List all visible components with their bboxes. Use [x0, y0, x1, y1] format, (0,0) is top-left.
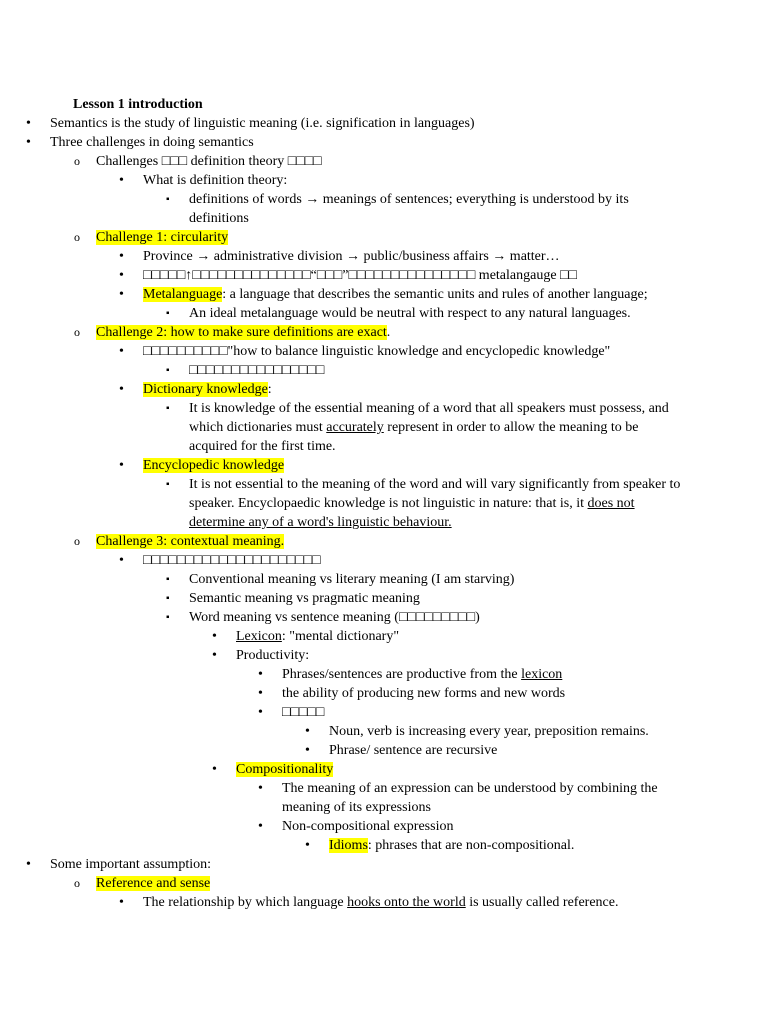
heading-challenge-2: [96, 323, 390, 342]
list-item: □□□□□: [282, 705, 325, 720]
text-run: : phrases that are non-compositional.: [367, 838, 575, 853]
term-idioms: Idioms: [329, 838, 368, 853]
list-item: □□□□□□□□□□"how to balance linguistic knowledge and encyclopedic knowledge": [143, 344, 611, 359]
bullet-disc: •: [305, 838, 310, 853]
list-item-continuation: definitions: [189, 211, 249, 226]
list-item: What is definition theory:: [143, 173, 288, 188]
list-item: Word meaning vs sentence meaning (□□□□□□□□□): [189, 610, 480, 625]
bullet-disc: •: [119, 553, 124, 568]
list-item: It is knowledge of the essential meaning of a word that all speakers must possess, and: [189, 401, 669, 416]
list-item: The meaning of an expression can be understood by combining the: [282, 781, 658, 796]
bullet-circle: o: [74, 325, 80, 339]
list-item: □□□□□□□□□□□□□□□□□□□□□: [143, 553, 321, 568]
bullet-disc: •: [305, 724, 310, 739]
bullet-square: ▪: [166, 194, 170, 205]
text-run: represent in order to allow the meaning to be: [383, 420, 639, 435]
bullet-circle: o: [74, 876, 80, 890]
bullet-disc: •: [119, 382, 124, 397]
list-item: Some important assumption:: [50, 857, 211, 872]
list-item: Phrase/ sentence are recursive: [329, 743, 498, 758]
list-item: [329, 836, 574, 855]
list-item: Province → administrative division → public/business affairs → matter…: [143, 249, 560, 264]
bullet-disc: •: [212, 762, 217, 777]
list-item: □□□□□□□□□□□□□□□□: [189, 363, 325, 378]
list-item-continuation: [189, 418, 638, 437]
definition-text: : a language that describes the semantic units and rules of another language;: [222, 287, 648, 302]
bullet-disc: •: [119, 895, 124, 910]
list-item: Non-compositional expression: [282, 819, 454, 834]
bullet-disc: •: [258, 686, 263, 701]
bullet-circle: o: [74, 230, 80, 244]
bullet-disc: •: [26, 857, 31, 872]
term-lexicon: Lexicon: [236, 629, 282, 644]
list-item: Semantic meaning vs pragmatic meaning: [189, 591, 420, 606]
bullet-disc: •: [212, 629, 217, 644]
underlined-text: determine any of a word's linguistic behaviour.: [189, 515, 452, 530]
bullet-circle: o: [74, 154, 80, 168]
bullet-square: ▪: [166, 479, 170, 490]
list-item-continuation: acquired for the first time.: [189, 439, 336, 454]
bullet-disc: •: [119, 268, 124, 283]
bullet-disc: •: [258, 667, 263, 682]
bullet-disc: •: [26, 135, 31, 150]
list-item: Three challenges in doing semantics: [50, 135, 254, 150]
bullet-disc: •: [119, 458, 124, 473]
period: .: [386, 325, 391, 340]
highlight: Reference and sense: [96, 876, 211, 891]
list-item-continuation: meaning of its expressions: [282, 800, 431, 815]
list-item: [143, 893, 618, 912]
bullet-square: ▪: [166, 365, 170, 376]
bullet-disc: •: [212, 648, 217, 663]
text-run: : "mental dictionary": [281, 629, 400, 644]
list-item: [236, 627, 399, 646]
bullet-disc: •: [119, 344, 124, 359]
bullet-disc: •: [305, 743, 310, 758]
text-run: The relationship by which language: [143, 895, 348, 910]
list-item: Semantics is the study of linguistic meaning (i.e. signification in languages): [50, 116, 475, 131]
list-item: □□□□□↑□□□□□□□□□□□□□□“□□□”□□□□□□□□□□□□□□□ metalangauge □□: [143, 268, 577, 283]
highlight: Challenge 1: circularity: [96, 230, 229, 245]
bullet-disc: •: [258, 819, 263, 834]
list-item: Productivity:: [236, 648, 310, 663]
bullet-disc: •: [258, 705, 263, 720]
list-item: Noun, verb is increasing every year, preposition remains.: [329, 724, 649, 739]
underlined-text: lexicon: [521, 667, 563, 682]
text-run: speaker. Encyclopaedic knowledge is not linguistic in nature: that is, it: [189, 496, 588, 511]
list-item-continuation: [189, 513, 452, 532]
list-item: [282, 665, 562, 684]
bullet-circle: o: [74, 534, 80, 548]
list-item: It is not essential to the meaning of the word and will vary significantly from speaker to: [189, 477, 681, 492]
text-run: which dictionaries must: [189, 420, 327, 435]
heading-reference-and-sense: [96, 874, 210, 893]
bullet-disc: •: [119, 287, 124, 302]
list-item: [143, 380, 272, 399]
highlight: Challenge 3: contextual meaning.: [96, 534, 285, 549]
term-encyclopedic-knowledge: Encyclopedic knowledge: [143, 458, 285, 473]
underlined-text: does not: [587, 496, 635, 511]
bullet-disc: •: [258, 781, 263, 796]
term-metalanguage: Metalanguage: [143, 287, 223, 302]
list-item: An ideal metalanguage would be neutral with respect to any natural languages.: [189, 306, 631, 321]
text-run: Phrases/sentences are productive from the: [282, 667, 522, 682]
text-run: is usually called reference.: [465, 895, 619, 910]
term-dictionary-knowledge: Dictionary knowledge: [143, 382, 268, 397]
bullet-disc: •: [119, 249, 124, 264]
bullet-square: ▪: [166, 593, 170, 604]
list-item: [143, 285, 648, 304]
bullet-disc: •: [119, 173, 124, 188]
colon: :: [267, 382, 272, 397]
heading-challenge-3: [96, 532, 284, 551]
list-item: definitions of words → meanings of sentences; everything is understood by its: [189, 192, 629, 207]
bullet-square: ▪: [166, 574, 170, 585]
underlined-text: accurately: [326, 420, 384, 435]
list-item: [143, 456, 284, 475]
bullet-square: ▪: [166, 308, 170, 319]
heading-challenge-1: [96, 228, 228, 247]
highlight: Challenge 2: how to make sure definitions are exact: [96, 325, 387, 340]
bullet-square: ▪: [166, 612, 170, 623]
term-compositionality: Compositionality: [236, 762, 334, 777]
bullet-square: ▪: [166, 403, 170, 414]
underlined-text: hooks onto the world: [347, 895, 466, 910]
list-item-continuation: [189, 494, 635, 513]
list-item: Conventional meaning vs literary meaning (I am starving): [189, 572, 515, 587]
list-item: the ability of producing new forms and new words: [282, 686, 566, 701]
bullet-disc: •: [26, 116, 31, 131]
list-item: Challenges □□□ definition theory □□□□: [96, 154, 322, 169]
lesson-title: Lesson 1 introduction: [73, 97, 203, 112]
list-item: [236, 760, 333, 779]
